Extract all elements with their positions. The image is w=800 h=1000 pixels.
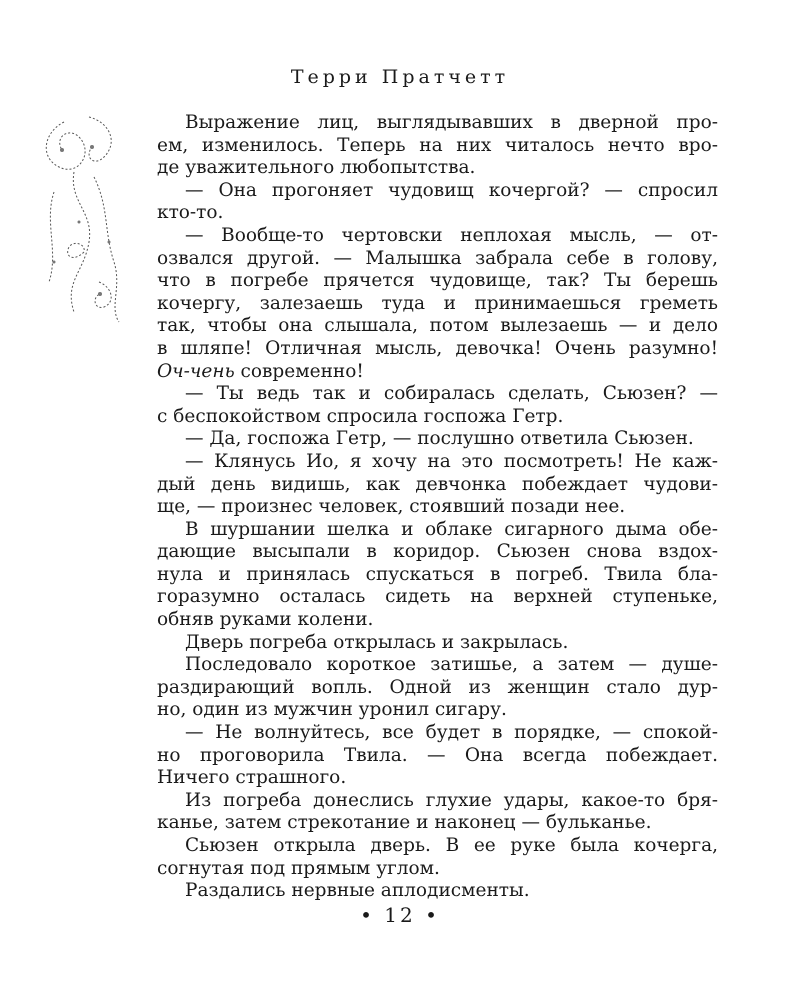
text-line: канье, затем стрекотание и наконец — бульканье. [157,812,652,834]
text-line: что в погребе прячется чудовище, так? Ты берешь [157,270,718,292]
decorative-vignette-icon [34,112,134,327]
text-line: де уважительного любопытства. [157,157,476,179]
text-line: дающие высыпали в коридор. Сьюзен снова вздох- [157,541,718,563]
text-line: — Не волнуйтесь, все будет в порядке, — спокой- [185,722,718,744]
paragraph [157,225,718,383]
italic-line [157,361,718,384]
text-line: горазумно осталась сидеть на верхней ступеньке, [157,586,718,608]
text-line: кочергу, залезаешь туда и принимаешься греметь [157,292,718,314]
paragraph [157,632,718,655]
paragraph [157,835,718,880]
text-line: Последовало короткое затишье, а затем — душе- [185,654,718,676]
text-line: кто-то. [157,202,224,224]
text-line: но, один из мужчин уронил сигару. [157,699,507,721]
paragraph [157,519,718,632]
paragraph [157,428,718,451]
text-line: но проговорила Твила. — Она всегда побеждает. [157,744,718,766]
paragraph [157,180,718,225]
text-line: ще, — произнес человек, стоявший позади нее. [157,496,626,518]
page-number: • 12 • [360,903,440,927]
text-line: ем, изменилось. Теперь на них читалось нечто вро- [157,134,718,156]
text-line: В шуршании шелка и облаке сигарного дыма обе- [185,518,718,540]
text-line: Сьюзен открыла дверь. В ее руке была кочерга, [185,835,718,856]
text-line: Дверь погреба открылась и закрылась. [185,631,569,653]
text-line: обняв руками колени. [157,609,374,631]
paragraph [157,112,718,180]
text-line: Из погреба донеслись глухие удары, какое-то бря- [185,789,718,811]
text-line: Ничего страшного. [157,767,347,789]
text-line: согнутая под прямым углом. [157,857,440,879]
paragraph [157,880,718,903]
paragraph [157,654,718,722]
text-line: раздирающий вопль. Одной из женщин стало дур- [157,676,718,698]
text-line: с беспокойством спросила госпожа Гетр. [157,405,564,427]
italic-emphasis: Оч-чень [157,360,235,382]
text-line: в шляпе! Отличная мысль, девочка! Очень разумно! [157,337,718,359]
paragraph [157,451,718,519]
paragraph [157,383,718,428]
text-line: — Вообще-то чертовски неплохая мысль, — от- [185,224,718,246]
paragraph [157,790,718,835]
text-line: Раздались нервные аплодисменты. [185,880,530,902]
text-line: — Она прогоняет чудовищ кочергой? — спросил [185,179,718,201]
text-line: дый день видишь, как девчонка побеждает чудови- [157,473,718,495]
text-line: — Клянусь Ио, я хочу на это посмотреть! Не каж- [185,450,718,472]
text-line: Выражение лиц, выглядывавших в дверной про- [185,112,718,133]
text-line: — Да, госпожа Гетр, — послушно ответила Сьюзен. [185,428,694,450]
text-line: — Ты ведь так и собиралась сделать, Сьюзен? — [185,383,718,405]
running-head: Терри Пратчетт [290,66,510,88]
paragraph [157,722,718,790]
text-line: озвался другой. — Малышка забрала себе в голову, [157,247,718,269]
body-text [157,112,718,903]
italic-line-rest: современно! [234,360,364,382]
text-line: нула и принялась спускаться в погреб. Твила бла- [157,563,718,585]
text-line: так, чтобы она слышала, потом вылезаешь — и дело [157,315,718,337]
